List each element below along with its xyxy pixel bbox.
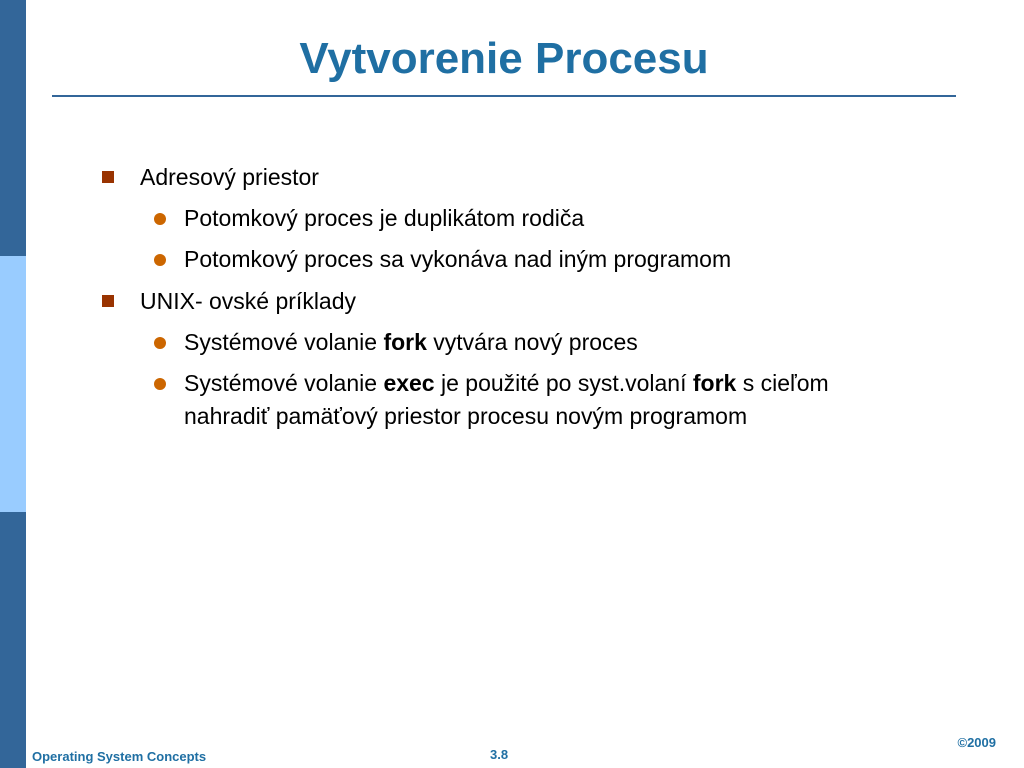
sub-bullet-text: Potomkový proces sa vykonáva nad iným programom: [184, 246, 732, 272]
round-bullet-icon: [154, 378, 166, 390]
bold-keyword: fork: [692, 370, 737, 396]
text-fragment: s cieľom nahradiť pamäťový priestor procesu novým programom: [184, 370, 829, 429]
slide-content: [100, 160, 920, 441]
text-fragment: Systémové volanie: [184, 370, 384, 396]
round-bullet-icon: [154, 337, 166, 349]
sub-bullet-item: [100, 367, 920, 433]
side-bar-highlight: [0, 256, 26, 512]
sub-bullet-text: [184, 329, 638, 355]
square-bullet-icon: [102, 295, 114, 307]
text-fragment: vytvára nový proces: [426, 329, 638, 355]
footer-slide-number: 3.8: [490, 747, 509, 762]
text-fragment: je použité po syst.volaní: [434, 370, 693, 396]
title-underline: [52, 95, 956, 97]
side-bar: [0, 0, 26, 768]
bold-keyword: exec: [383, 370, 435, 396]
sub-bullet-text: Potomkový proces je duplikátom rodiča: [184, 205, 585, 231]
bullet-item: [100, 284, 920, 318]
sub-bullet-item: [100, 202, 920, 235]
sub-bullet-item: [100, 326, 920, 359]
bold-keyword: fork: [383, 329, 427, 355]
footer-copyright: ©2009: [957, 735, 996, 750]
square-bullet-icon: [102, 171, 114, 183]
text-fragment: Systémové volanie: [184, 329, 384, 355]
footer-course-title: Operating System Concepts: [32, 749, 207, 764]
bullet-text: UNIX- ovské príklady: [140, 288, 357, 314]
round-bullet-icon: [154, 254, 166, 266]
bullet-item: [100, 160, 920, 194]
sub-bullet-text: [184, 370, 829, 429]
round-bullet-icon: [154, 213, 166, 225]
bullet-text: Adresový priestor: [140, 164, 319, 190]
slide-title: Vytvorenie Procesu: [299, 34, 709, 83]
sub-bullet-item: [100, 243, 920, 276]
